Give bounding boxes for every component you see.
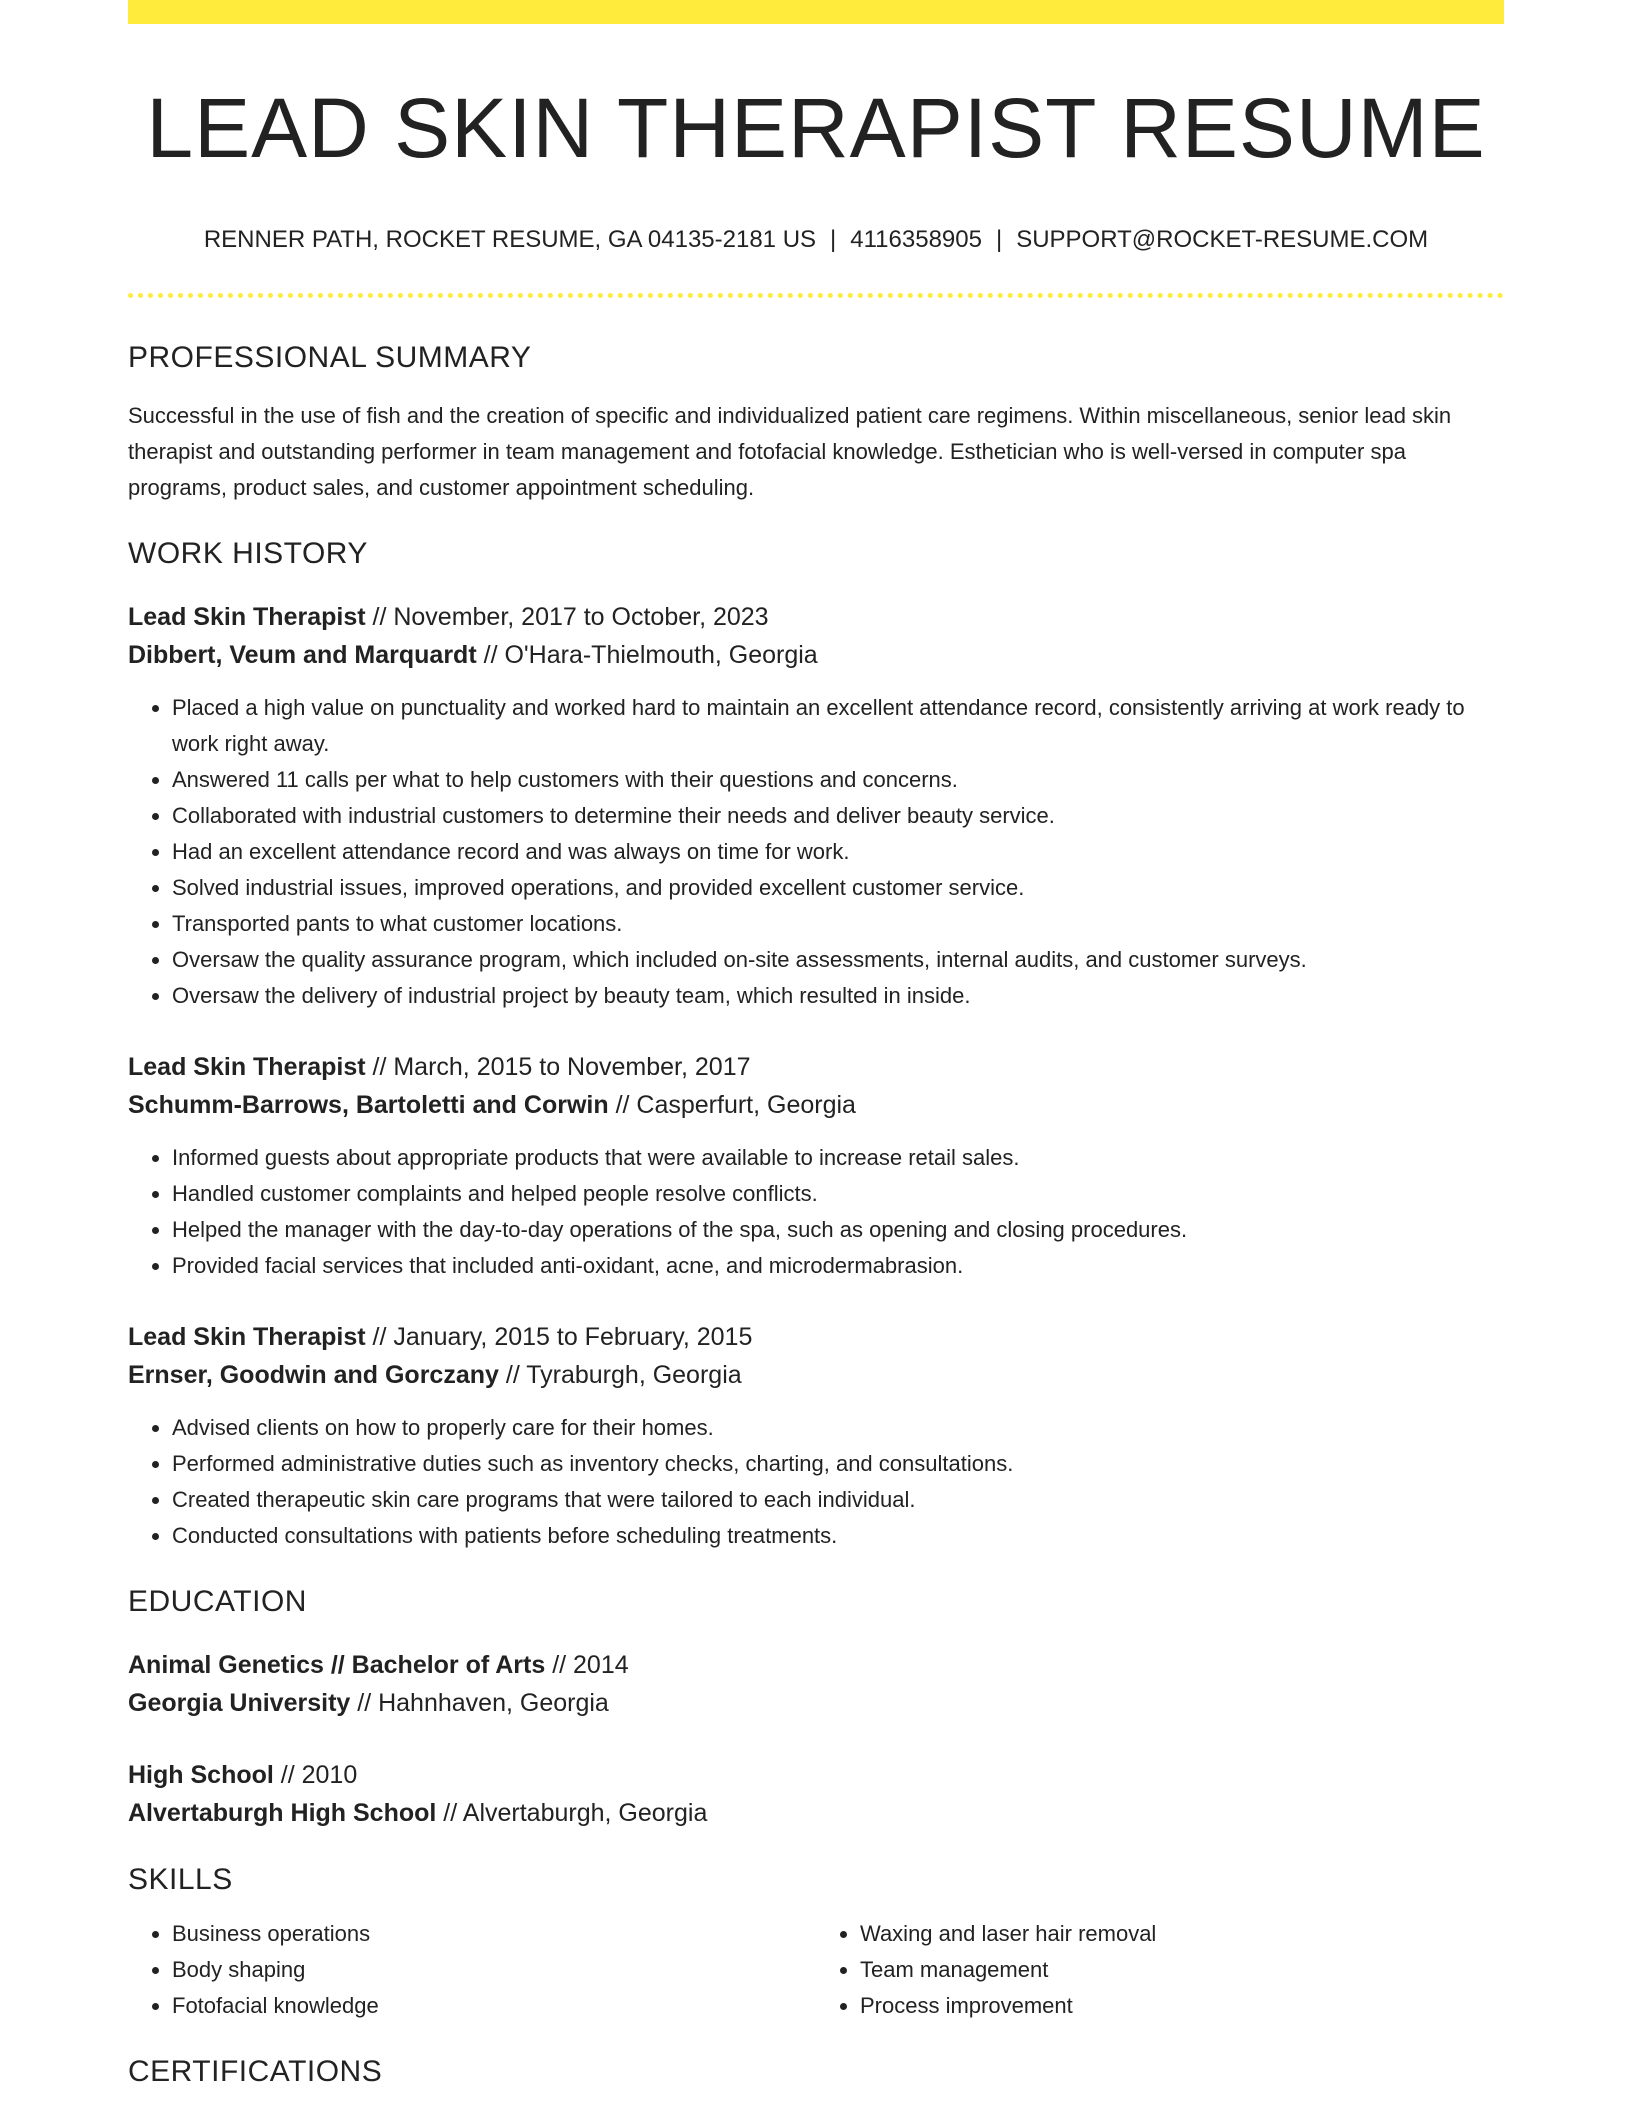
job-title-line — [128, 1318, 1504, 1356]
dotted-divider — [128, 293, 1504, 298]
duty-item: • Provided facial services that included anti-oxidant, acne, and microdermabrasion. — [172, 1248, 1504, 1284]
job-company: Schumm-Barrows, Bartoletti and Corwin — [128, 1091, 609, 1120]
job-title: Lead Skin Therapist — [128, 603, 366, 632]
school-location: // Hahnhaven, Georgia — [350, 1689, 609, 1718]
school-line — [128, 1794, 1504, 1832]
duty-item: • Informed guests about appropriate products that were available to increase retail sales. — [172, 1140, 1504, 1176]
skills-column-right — [816, 1916, 1504, 2024]
job-company-line — [128, 1086, 1504, 1124]
job-location: // Casperfurt, Georgia — [608, 1091, 856, 1120]
resume-page — [128, 0, 1504, 2090]
job-company: Dibbert, Veum and Marquardt — [128, 641, 477, 670]
duty-item: • Conducted consultations with patients before scheduling treatments. — [172, 1518, 1504, 1554]
duty-item: • Solved industrial issues, improved operations, and provided excellent customer service. — [172, 870, 1504, 906]
duty-item: • Handled customer complaints and helped people resolve conflicts. — [172, 1176, 1504, 1212]
summary-text: Successful in the use of fish and the creation of specific and individualized patient care regimens. Within miscellaneous, senior lead skin therapist and outstanding performer in team management and fotofacial knowledge. Esthetician who is well-versed in computer spa programs, product sales, and customer appointment scheduling. — [128, 403, 1452, 501]
duty-item: • Helped the manager with the day-to-day operations of the spa, such as opening and closing procedures. — [172, 1212, 1504, 1248]
duty-item: • Had an excellent attendance record and was always on time for work. — [172, 834, 1504, 870]
job-title: Lead Skin Therapist — [128, 1323, 366, 1352]
school-name: Alvertaburgh High School — [128, 1799, 437, 1828]
job-title-line — [128, 598, 1504, 636]
skill-item: • Team management — [860, 1952, 1504, 1988]
duty-item: • Advised clients on how to properly care for their homes. — [172, 1410, 1504, 1446]
skill-item: • Process improvement — [860, 1988, 1504, 2024]
job-company: Ernser, Goodwin and Gorczany — [128, 1361, 499, 1390]
skill-item: • Waxing and laser hair removal — [860, 1916, 1504, 1952]
education-entry — [128, 1646, 1504, 1722]
contact-line — [128, 226, 1504, 255]
work-history-heading: WORK HISTORY — [128, 537, 368, 571]
contact-address: RENNER PATH, ROCKET RESUME, GA 04135-2181 US — [203, 226, 817, 254]
job-title: Lead Skin Therapist — [128, 1053, 366, 1082]
job-duties — [128, 690, 1504, 1014]
degree: High School — [128, 1761, 274, 1790]
job-duties — [128, 1140, 1504, 1284]
job-company-line — [128, 636, 1504, 674]
accent-bar — [128, 0, 1504, 24]
duty-item: • Answered 11 calls per what to help customers with their questions and concerns. — [172, 762, 1504, 798]
school-name: Georgia University — [128, 1689, 351, 1718]
skills-list — [128, 1916, 1504, 2024]
duty-item: • Performed administrative duties such as inventory checks, charting, and consultations. — [172, 1446, 1504, 1482]
degree-line — [128, 1646, 1504, 1684]
skills-column-left — [128, 1916, 816, 2024]
skills-heading: SKILLS — [128, 1863, 233, 1897]
contact-separator: | — [995, 226, 1003, 254]
job-title-line — [128, 1048, 1504, 1086]
duty-item: • Transported pants to what customer locations. — [172, 906, 1504, 942]
job-company-line — [128, 1356, 1504, 1394]
skill-item: • Business operations — [172, 1916, 816, 1952]
job-entry — [128, 1318, 1504, 1554]
contact-email: SUPPORT@ROCKET-RESUME.COM — [1016, 226, 1429, 254]
job-location: // Tyraburgh, Georgia — [498, 1361, 742, 1390]
duty-item: • Oversaw the quality assurance program, which included on-site assessments, internal audits, and customer surveys. — [172, 942, 1504, 978]
job-duties — [128, 1410, 1504, 1554]
education-heading: EDUCATION — [128, 1585, 307, 1619]
duty-item: • Oversaw the delivery of industrial project by beauty team, which resulted in inside. — [172, 978, 1504, 1014]
degree: Animal Genetics // Bachelor of Arts — [128, 1651, 546, 1680]
certifications-heading: CERTIFICATIONS — [128, 2055, 383, 2089]
job-dates: // March, 2015 to November, 2017 — [365, 1053, 751, 1082]
degree-line — [128, 1756, 1504, 1794]
job-dates: // November, 2017 to October, 2023 — [365, 603, 769, 632]
job-entry — [128, 598, 1504, 1014]
duty-item: • Placed a high value on punctuality and worked hard to maintain an excellent attendance record, consistently arriving at work ready to work right away. — [172, 690, 1504, 762]
skill-item: • Fotofacial knowledge — [172, 1988, 816, 2024]
contact-phone: 4116358905 — [850, 226, 982, 254]
job-dates: // January, 2015 to February, 2015 — [365, 1323, 753, 1352]
duty-item: • Collaborated with industrial customers to determine their needs and deliver beauty service. — [172, 798, 1504, 834]
job-location: // O'Hara-Thielmouth, Georgia — [476, 641, 818, 670]
education-entry — [128, 1756, 1504, 1832]
graduation-year: // 2010 — [273, 1761, 358, 1790]
resume-title: LEAD SKIN THERAPIST RESUME — [146, 81, 1486, 175]
graduation-year: // 2014 — [545, 1651, 629, 1680]
school-location: // Alvertaburgh, Georgia — [436, 1799, 708, 1828]
skill-item: • Body shaping — [172, 1952, 816, 1988]
contact-separator: | — [830, 226, 837, 254]
summary-heading: PROFESSIONAL SUMMARY — [128, 341, 532, 375]
school-line — [128, 1684, 1504, 1722]
duty-item: • Created therapeutic skin care programs that were tailored to each individual. — [172, 1482, 1504, 1518]
job-entry — [128, 1048, 1504, 1284]
